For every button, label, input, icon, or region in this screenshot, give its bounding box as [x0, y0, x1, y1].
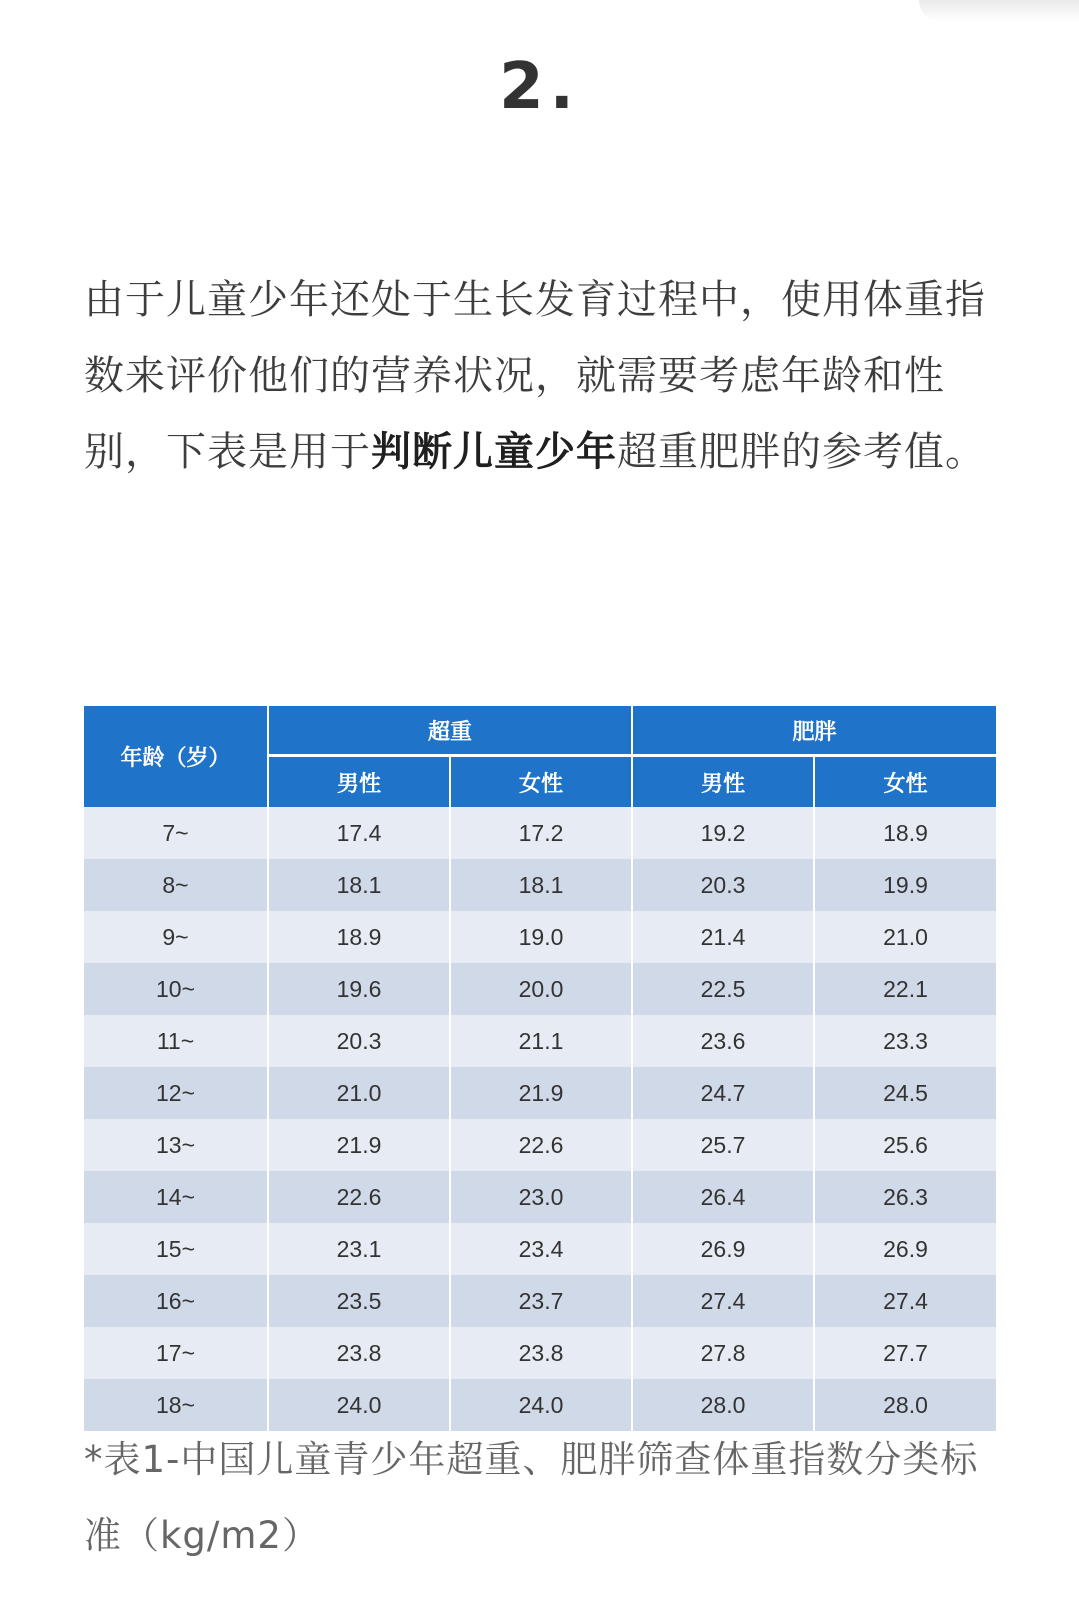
- overweight-female-cell: 23.4: [450, 1223, 632, 1275]
- obesity-female-cell: 27.4: [814, 1275, 996, 1327]
- obesity-female-cell: 25.6: [814, 1119, 996, 1171]
- obesity-male-cell: 28.0: [632, 1379, 814, 1431]
- intro-paragraph: [84, 262, 996, 490]
- overweight-female-cell: 18.1: [450, 859, 632, 911]
- overweight-male-header: 男性: [268, 756, 450, 808]
- obesity-female-cell: 27.7: [814, 1327, 996, 1379]
- obesity-female-cell: 23.3: [814, 1015, 996, 1067]
- overweight-female-cell: 22.6: [450, 1119, 632, 1171]
- table-caption: *表1-中国儿童青少年超重、肥胖筛查体重指数分类标准（kg/m2）: [84, 1438, 979, 1557]
- age-cell: 10~: [84, 963, 268, 1015]
- overweight-female-cell: 20.0: [450, 963, 632, 1015]
- obesity-female-cell: 21.0: [814, 911, 996, 963]
- table-row: [84, 911, 996, 963]
- age-cell: 7~: [84, 807, 268, 859]
- intro-text-after: 超重肥胖的参考值。: [617, 429, 986, 475]
- age-cell: 13~: [84, 1119, 268, 1171]
- table-row: [84, 1119, 996, 1171]
- obesity-female-cell: 22.1: [814, 963, 996, 1015]
- age-column-header: 年龄（岁）: [84, 706, 268, 807]
- obesity-female-cell: 26.9: [814, 1223, 996, 1275]
- overweight-female-cell: 23.7: [450, 1275, 632, 1327]
- obesity-female-header: 女性: [814, 756, 996, 808]
- overweight-female-cell: 19.0: [450, 911, 632, 963]
- overweight-male-cell: 21.9: [268, 1119, 450, 1171]
- overweight-male-cell: 17.4: [268, 807, 450, 859]
- table-body: [84, 807, 996, 1431]
- overweight-male-cell: 23.1: [268, 1223, 450, 1275]
- intro-text-before: 由于儿童少年还处于生长发育过程中，使用体重指数来评价他们的营养状况，就需要考虑年龄和性别，下表是用于: [84, 277, 986, 475]
- table-row: [84, 1275, 996, 1327]
- age-cell: 9~: [84, 911, 268, 963]
- overweight-male-cell: 18.9: [268, 911, 450, 963]
- age-cell: 14~: [84, 1171, 268, 1223]
- obesity-male-cell: 25.7: [632, 1119, 814, 1171]
- table-row: [84, 859, 996, 911]
- obesity-female-cell: 26.3: [814, 1171, 996, 1223]
- overweight-male-cell: 21.0: [268, 1067, 450, 1119]
- overweight-female-cell: 17.2: [450, 807, 632, 859]
- obesity-male-cell: 19.2: [632, 807, 814, 859]
- overweight-male-cell: 20.3: [268, 1015, 450, 1067]
- overweight-female-cell: 21.9: [450, 1067, 632, 1119]
- obesity-group-header: 肥胖: [632, 706, 996, 756]
- overweight-male-cell: 18.1: [268, 859, 450, 911]
- obesity-male-cell: 26.4: [632, 1171, 814, 1223]
- obesity-male-cell: 27.8: [632, 1327, 814, 1379]
- age-cell: 18~: [84, 1379, 268, 1431]
- age-cell: 11~: [84, 1015, 268, 1067]
- table-row: [84, 1171, 996, 1223]
- overweight-female-cell: 21.1: [450, 1015, 632, 1067]
- overweight-group-header: 超重: [268, 706, 632, 756]
- age-cell: 12~: [84, 1067, 268, 1119]
- obesity-male-header: 男性: [632, 756, 814, 808]
- obesity-female-cell: 28.0: [814, 1379, 996, 1431]
- obesity-female-cell: 18.9: [814, 807, 996, 859]
- top-edge-shadow: [919, 0, 1079, 22]
- intro-emphasis: 判断儿童少年: [371, 429, 617, 475]
- obesity-male-cell: 26.9: [632, 1223, 814, 1275]
- age-cell: 17~: [84, 1327, 268, 1379]
- table-row: [84, 807, 996, 859]
- bmi-reference-table: [84, 706, 996, 1431]
- overweight-male-cell: 19.6: [268, 963, 450, 1015]
- overweight-female-header: 女性: [450, 756, 632, 808]
- table-row: [84, 1223, 996, 1275]
- overweight-female-cell: 23.0: [450, 1171, 632, 1223]
- age-cell: 15~: [84, 1223, 268, 1275]
- section-number: 2.: [499, 50, 580, 124]
- obesity-male-cell: 23.6: [632, 1015, 814, 1067]
- obesity-male-cell: 24.7: [632, 1067, 814, 1119]
- obesity-male-cell: 27.4: [632, 1275, 814, 1327]
- obesity-male-cell: 20.3: [632, 859, 814, 911]
- overweight-male-cell: 24.0: [268, 1379, 450, 1431]
- obesity-male-cell: 22.5: [632, 963, 814, 1015]
- obesity-male-cell: 21.4: [632, 911, 814, 963]
- age-cell: 8~: [84, 859, 268, 911]
- table-row: [84, 1067, 996, 1119]
- overweight-female-cell: 24.0: [450, 1379, 632, 1431]
- table-row: [84, 1327, 996, 1379]
- age-cell: 16~: [84, 1275, 268, 1327]
- overweight-female-cell: 23.8: [450, 1327, 632, 1379]
- obesity-female-cell: 19.9: [814, 859, 996, 911]
- overweight-male-cell: 23.5: [268, 1275, 450, 1327]
- obesity-female-cell: 24.5: [814, 1067, 996, 1119]
- overweight-male-cell: 23.8: [268, 1327, 450, 1379]
- overweight-male-cell: 22.6: [268, 1171, 450, 1223]
- table-row: [84, 963, 996, 1015]
- table-row: [84, 1015, 996, 1067]
